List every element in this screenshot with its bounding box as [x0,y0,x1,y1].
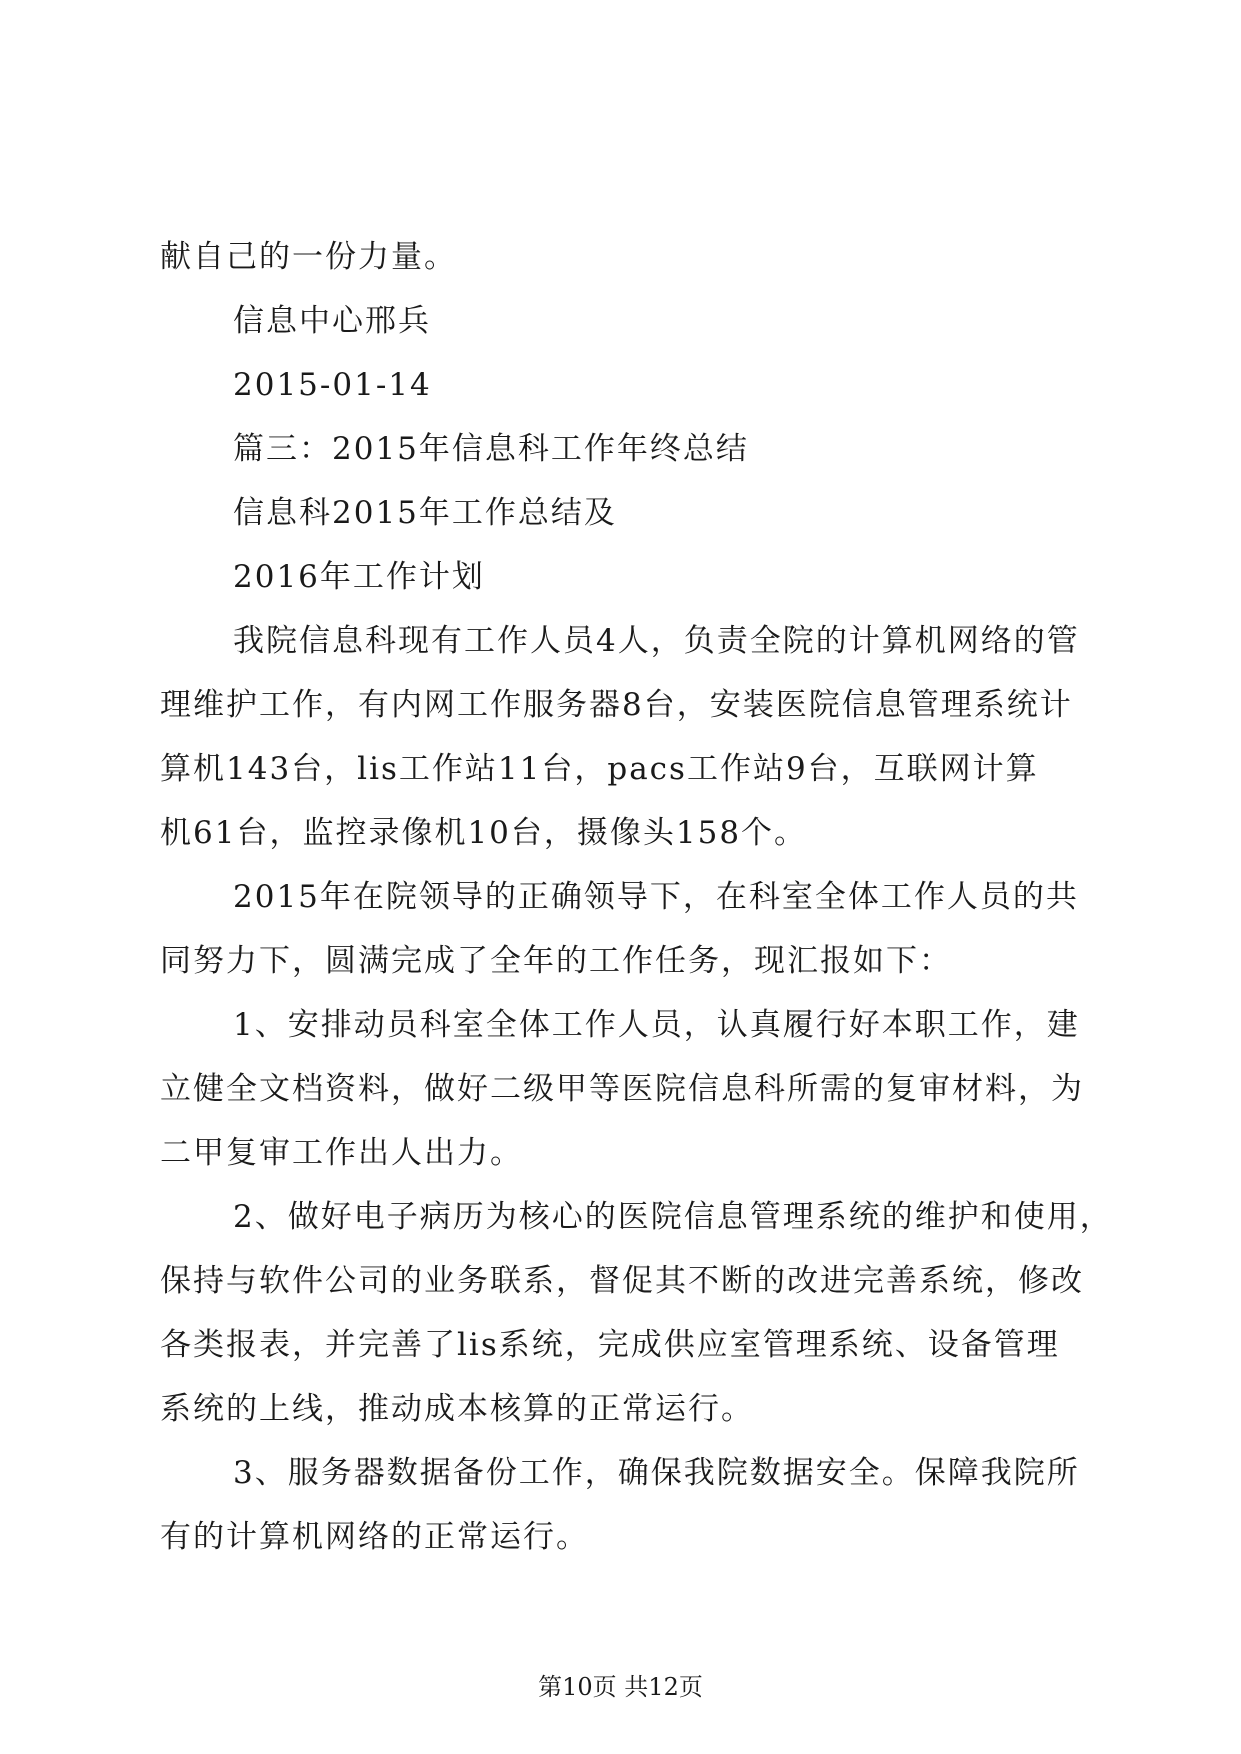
list-item-line: 系统的上线，推动成本核算的正常运行。 [160,1391,754,1427]
list-item-line: 2、做好电子病历为核心的医院信息管理系统的维护和使用， [233,1199,1113,1235]
paragraph-line: 2015年在院领导的正确领导下，在科室全体工作人员的共 [233,879,1079,915]
section-heading: 篇三：2015年信息科工作年终总结 [233,431,749,467]
signature-department: 信息中心邢兵 [233,303,431,339]
signature-date: 2015-01-14 [233,367,432,403]
list-item-line: 3、服务器数据备份工作，确保我院数据安全。保障我院所 [233,1455,1080,1491]
paragraph-line: 理维护工作，有内网工作服务器8台，安装医院信息管理系统计 [160,687,1073,723]
paragraph-line: 机61台，监控录像机10台，摄像头158个。 [160,815,808,851]
page-footer: 第10页 共12页 [538,1673,703,1701]
paragraph-line: 算机143台，lis工作站11台，pacs工作站9台，互联网计算 [160,751,1039,787]
paragraph-line: 同努力下，圆满完成了全年的工作任务，现汇报如下： [160,943,952,979]
list-item-line: 二甲复审工作出人出力。 [160,1135,523,1171]
text-line: 献自己的一份力量。 [160,239,457,275]
list-item-line: 1、安排动员科室全体工作人员，认真履行好本职工作，建 [233,1007,1080,1043]
list-item-line: 立健全文档资料，做好二级甲等医院信息科所需的复审材料，为 [160,1071,1084,1107]
report-title-line-2: 2016年工作计划 [233,559,485,595]
paragraph-line: 我院信息科现有工作人员4人，负责全院的计算机网络的管 [233,623,1080,659]
list-item-line: 有的计算机网络的正常运行。 [160,1519,589,1555]
report-title-line-1: 信息科2015年工作总结及 [233,495,617,531]
list-item-line: 各类报表，并完善了lis系统，完成供应室管理系统、设备管理 [160,1327,1060,1363]
list-item-line: 保持与软件公司的业务联系，督促其不断的改进完善系统，修改 [160,1263,1084,1299]
